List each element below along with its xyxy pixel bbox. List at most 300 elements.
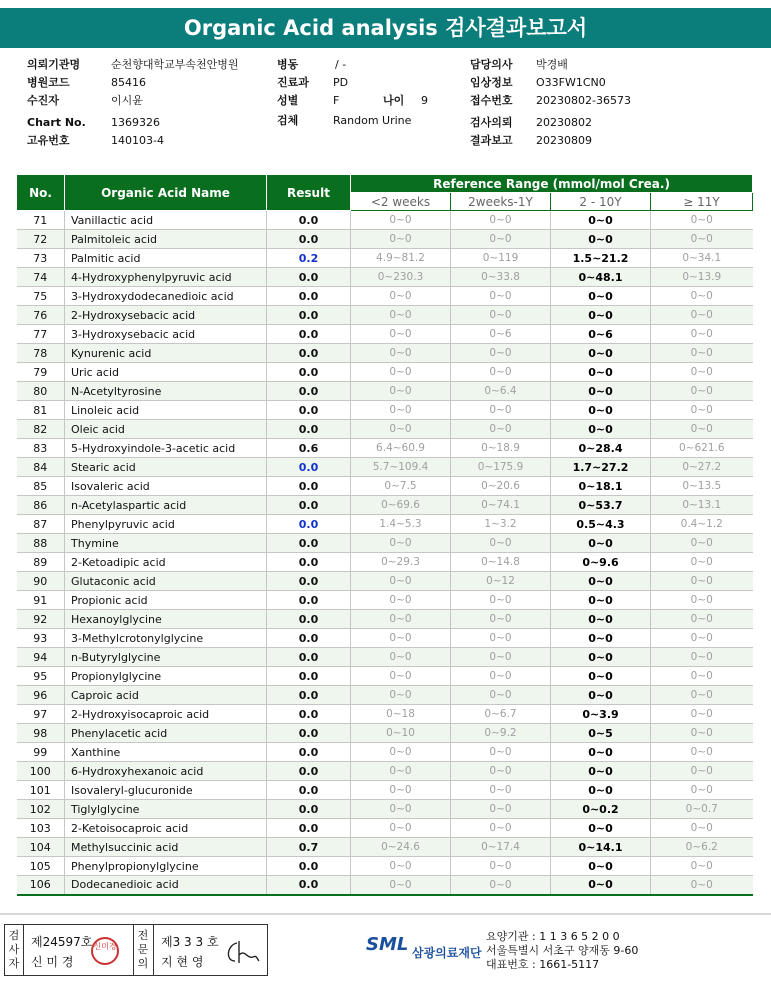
table-row bbox=[17, 857, 753, 876]
result-value: 0.0 bbox=[267, 230, 351, 249]
row-number: 97 bbox=[17, 705, 65, 724]
row-number: 73 bbox=[17, 249, 65, 268]
range-2weeks-1y: 0~0 bbox=[451, 629, 551, 648]
table-row bbox=[17, 325, 753, 344]
acid-name: 3-Hydroxysebacic acid bbox=[65, 325, 267, 344]
range-under-2-weeks: 0~0 bbox=[351, 420, 451, 439]
range-2weeks-1y: 0~0 bbox=[451, 420, 551, 439]
range-2-10y: 0~0 bbox=[551, 629, 651, 648]
logo-mark: SML bbox=[366, 934, 409, 955]
range-11y-plus: 0~0 bbox=[651, 762, 753, 781]
info-label: 병동 bbox=[277, 58, 299, 71]
range-2weeks-1y: 0~0 bbox=[451, 211, 551, 230]
result-value: 0.0 bbox=[267, 819, 351, 838]
result-value: 0.0 bbox=[267, 325, 351, 344]
range-2-10y: 0.5~4.3 bbox=[551, 515, 651, 534]
range-11y-plus: 0~0 bbox=[651, 876, 753, 895]
results-table bbox=[16, 174, 753, 896]
acid-name: Thymine bbox=[65, 534, 267, 553]
acid-name: Propionylglycine bbox=[65, 667, 267, 686]
info-value: PD bbox=[333, 76, 349, 89]
range-2-10y: 0~0 bbox=[551, 591, 651, 610]
doctor-number: 제3 3 3 호 bbox=[161, 935, 219, 949]
range-2weeks-1y: 0~0 bbox=[451, 857, 551, 876]
range-under-2-weeks: 0~0 bbox=[351, 534, 451, 553]
row-number: 92 bbox=[17, 610, 65, 629]
col-header-reference: Reference Range (mmol/mol Crea.) bbox=[351, 175, 753, 193]
row-number: 83 bbox=[17, 439, 65, 458]
row-number: 95 bbox=[17, 667, 65, 686]
acid-name: 2-Hydroxysebacic acid bbox=[65, 306, 267, 325]
range-2weeks-1y: 0~74.1 bbox=[451, 496, 551, 515]
result-value: 0.0 bbox=[267, 876, 351, 895]
range-2weeks-1y: 0~0 bbox=[451, 800, 551, 819]
range-2-10y: 0~0 bbox=[551, 743, 651, 762]
range-11y-plus: 0~0 bbox=[651, 382, 753, 401]
range-2weeks-1y: 0~0 bbox=[451, 344, 551, 363]
info-value: 85416 bbox=[111, 76, 146, 89]
range-under-2-weeks: 0~0 bbox=[351, 629, 451, 648]
range-under-2-weeks: 0~0 bbox=[351, 401, 451, 420]
logo-name: 삼광의료재단 bbox=[412, 946, 482, 960]
range-under-2-weeks: 5.7~109.4 bbox=[351, 458, 451, 477]
range-2-10y: 1.7~27.2 bbox=[551, 458, 651, 477]
range-2-10y: 0~28.4 bbox=[551, 439, 651, 458]
table-row bbox=[17, 458, 753, 477]
range-2weeks-1y: 0~0 bbox=[451, 610, 551, 629]
range-11y-plus: 0~27.2 bbox=[651, 458, 753, 477]
doctor-label: 전문의 bbox=[137, 929, 149, 970]
result-value: 0.0 bbox=[267, 762, 351, 781]
info-label: 접수번호 bbox=[470, 94, 513, 107]
range-under-2-weeks: 4.9~81.2 bbox=[351, 249, 451, 268]
range-11y-plus: 0~0 bbox=[651, 591, 753, 610]
range-2-10y: 0~0 bbox=[551, 420, 651, 439]
signature-box bbox=[4, 924, 268, 976]
info-label: 검체 bbox=[277, 114, 299, 127]
table-row bbox=[17, 762, 753, 781]
range-under-2-weeks: 0~7.5 bbox=[351, 477, 451, 496]
range-11y-plus: 0~0 bbox=[651, 705, 753, 724]
row-number: 84 bbox=[17, 458, 65, 477]
row-number: 99 bbox=[17, 743, 65, 762]
acid-name: Linoleic acid bbox=[65, 401, 267, 420]
range-11y-plus: 0~0 bbox=[651, 230, 753, 249]
range-11y-plus: 0~0 bbox=[651, 572, 753, 591]
acid-name: 6-Hydroxyhexanoic acid bbox=[65, 762, 267, 781]
range-2-10y: 0~0 bbox=[551, 401, 651, 420]
row-number: 87 bbox=[17, 515, 65, 534]
acid-name: Isovaleryl-glucuronide bbox=[65, 781, 267, 800]
info-col-1 bbox=[27, 56, 277, 152]
range-2weeks-1y: 0~17.4 bbox=[451, 838, 551, 857]
acid-name: n-Butyrylglycine bbox=[65, 648, 267, 667]
table-row bbox=[17, 420, 753, 439]
range-2-10y: 0~0 bbox=[551, 610, 651, 629]
row-number: 81 bbox=[17, 401, 65, 420]
acid-name: Dodecanedioic acid bbox=[65, 876, 267, 895]
info-label: Chart No. bbox=[27, 116, 86, 129]
result-value: 0.0 bbox=[267, 496, 351, 515]
range-2-10y: 0~53.7 bbox=[551, 496, 651, 515]
row-number: 91 bbox=[17, 591, 65, 610]
row-number: 77 bbox=[17, 325, 65, 344]
range-2weeks-1y: 0~175.9 bbox=[451, 458, 551, 477]
col-header-result: Result bbox=[267, 175, 351, 211]
row-number: 88 bbox=[17, 534, 65, 553]
table-row bbox=[17, 591, 753, 610]
table-row bbox=[17, 724, 753, 743]
info-value: 20230809 bbox=[536, 134, 592, 147]
range-2-10y: 0~0 bbox=[551, 306, 651, 325]
range-2weeks-1y: 0~0 bbox=[451, 743, 551, 762]
info-label: 의뢰기관명 bbox=[27, 58, 81, 71]
info-label: 검사의뢰 bbox=[470, 116, 513, 129]
info-label: 담당의사 bbox=[470, 58, 513, 71]
range-under-2-weeks: 0~0 bbox=[351, 819, 451, 838]
range-2weeks-1y: 0~9.2 bbox=[451, 724, 551, 743]
acid-name: Palmitoleic acid bbox=[65, 230, 267, 249]
col-header-range: 2weeks-1Y bbox=[451, 193, 551, 211]
row-number: 90 bbox=[17, 572, 65, 591]
row-number: 105 bbox=[17, 857, 65, 876]
col-header-no: No. bbox=[17, 175, 65, 211]
result-value: 0.6 bbox=[267, 439, 351, 458]
range-11y-plus: 0~0 bbox=[651, 610, 753, 629]
result-value: 0.0 bbox=[267, 781, 351, 800]
examiner-seal: 신미경 bbox=[91, 937, 119, 965]
range-2-10y: 0~0 bbox=[551, 686, 651, 705]
range-2weeks-1y: 0~0 bbox=[451, 534, 551, 553]
range-under-2-weeks: 0~0 bbox=[351, 686, 451, 705]
table-row bbox=[17, 496, 753, 515]
range-2weeks-1y: 0~20.6 bbox=[451, 477, 551, 496]
range-2-10y: 0~0 bbox=[551, 857, 651, 876]
footer-divider bbox=[0, 913, 771, 915]
range-2weeks-1y: 0~18.9 bbox=[451, 439, 551, 458]
table-row bbox=[17, 363, 753, 382]
table-row bbox=[17, 211, 753, 230]
row-number: 80 bbox=[17, 382, 65, 401]
col-header-range: <2 weeks bbox=[351, 193, 451, 211]
range-11y-plus: 0~0 bbox=[651, 743, 753, 762]
table-row bbox=[17, 667, 753, 686]
range-2-10y: 0~0 bbox=[551, 534, 651, 553]
table-row bbox=[17, 249, 753, 268]
row-number: 78 bbox=[17, 344, 65, 363]
col-header-range: 2 - 10Y bbox=[551, 193, 651, 211]
acid-name: Phenylpyruvic acid bbox=[65, 515, 267, 534]
row-number: 103 bbox=[17, 819, 65, 838]
range-2weeks-1y: 0~0 bbox=[451, 667, 551, 686]
acid-name: 3-Hydroxydodecanedioic acid bbox=[65, 287, 267, 306]
range-2-10y: 0~0 bbox=[551, 667, 651, 686]
table-row bbox=[17, 572, 753, 591]
info-value: Random Urine bbox=[333, 114, 412, 127]
info-value: 20230802-36573 bbox=[536, 94, 631, 107]
info-value: O33FW1CN0 bbox=[536, 76, 606, 89]
range-11y-plus: 0~6.2 bbox=[651, 838, 753, 857]
divider bbox=[23, 925, 24, 975]
range-2weeks-1y: 0~0 bbox=[451, 762, 551, 781]
range-2-10y: 0~0 bbox=[551, 230, 651, 249]
info-value: 이시윤 bbox=[111, 94, 143, 107]
table-row bbox=[17, 781, 753, 800]
report-title: Organic Acid analysis 검사결과보고서 bbox=[0, 8, 771, 48]
col-header-name: Organic Acid Name bbox=[65, 175, 267, 211]
range-11y-plus: 0~0 bbox=[651, 857, 753, 876]
range-under-2-weeks: 0~0 bbox=[351, 591, 451, 610]
range-11y-plus: 0~0 bbox=[651, 534, 753, 553]
range-2-10y: 0~0 bbox=[551, 344, 651, 363]
acid-name: 2-Ketoisocaproic acid bbox=[65, 819, 267, 838]
result-value: 0.0 bbox=[267, 591, 351, 610]
range-2weeks-1y: 1~3.2 bbox=[451, 515, 551, 534]
range-2weeks-1y: 0~14.8 bbox=[451, 553, 551, 572]
range-2weeks-1y: 0~0 bbox=[451, 363, 551, 382]
range-2weeks-1y: 0~0 bbox=[451, 819, 551, 838]
row-number: 76 bbox=[17, 306, 65, 325]
range-2-10y: 0~0 bbox=[551, 382, 651, 401]
info-value: 20230802 bbox=[536, 116, 592, 129]
result-value: 0.0 bbox=[267, 667, 351, 686]
range-11y-plus: 0~34.1 bbox=[651, 249, 753, 268]
result-value: 0.0 bbox=[267, 800, 351, 819]
acid-name: Hexanoylglycine bbox=[65, 610, 267, 629]
table-row bbox=[17, 230, 753, 249]
range-2weeks-1y: 0~0 bbox=[451, 306, 551, 325]
acid-name: Palmitic acid bbox=[65, 249, 267, 268]
age-value: 9 bbox=[421, 94, 428, 107]
range-11y-plus: 0~13.5 bbox=[651, 477, 753, 496]
range-under-2-weeks: 0~10 bbox=[351, 724, 451, 743]
acid-name: Isovaleric acid bbox=[65, 477, 267, 496]
result-value: 0.0 bbox=[267, 477, 351, 496]
acid-name: Vanillactic acid bbox=[65, 211, 267, 230]
result-value: 0.0 bbox=[267, 534, 351, 553]
range-under-2-weeks: 1.4~5.3 bbox=[351, 515, 451, 534]
result-value: 0.0 bbox=[267, 553, 351, 572]
range-2weeks-1y: 0~0 bbox=[451, 876, 551, 895]
acid-name: 3-Methylcrotonylglycine bbox=[65, 629, 267, 648]
range-11y-plus: 0~0 bbox=[651, 363, 753, 382]
range-under-2-weeks: 0~230.3 bbox=[351, 268, 451, 287]
acid-name: Xanthine bbox=[65, 743, 267, 762]
row-number: 72 bbox=[17, 230, 65, 249]
range-11y-plus: 0~0 bbox=[651, 325, 753, 344]
row-number: 75 bbox=[17, 287, 65, 306]
table-row bbox=[17, 686, 753, 705]
table-row bbox=[17, 306, 753, 325]
info-label: 성별 bbox=[277, 94, 299, 107]
range-under-2-weeks: 0~69.6 bbox=[351, 496, 451, 515]
acid-name: Tiglylglycine bbox=[65, 800, 267, 819]
range-under-2-weeks: 0~0 bbox=[351, 230, 451, 249]
range-11y-plus: 0~0 bbox=[651, 781, 753, 800]
row-number: 104 bbox=[17, 838, 65, 857]
examiner-label: 검사자 bbox=[8, 929, 20, 970]
range-2-10y: 0~3.9 bbox=[551, 705, 651, 724]
examiner-name: 신 미 경 bbox=[31, 955, 74, 969]
range-11y-plus: 0~0 bbox=[651, 819, 753, 838]
range-2-10y: 0~0 bbox=[551, 287, 651, 306]
range-under-2-weeks: 0~0 bbox=[351, 648, 451, 667]
acid-name: Methylsuccinic acid bbox=[65, 838, 267, 857]
divider bbox=[153, 925, 154, 975]
range-2-10y: 0~0 bbox=[551, 819, 651, 838]
result-value: 0.7 bbox=[267, 838, 351, 857]
row-number: 82 bbox=[17, 420, 65, 439]
range-under-2-weeks: 0~0 bbox=[351, 211, 451, 230]
acid-name: Phenylpropionylglycine bbox=[65, 857, 267, 876]
table-row bbox=[17, 401, 753, 420]
acid-name: 2-Hydroxyisocaproic acid bbox=[65, 705, 267, 724]
range-2-10y: 0~14.1 bbox=[551, 838, 651, 857]
info-label: 진료과 bbox=[277, 76, 309, 89]
range-under-2-weeks: 0~0 bbox=[351, 344, 451, 363]
row-number: 98 bbox=[17, 724, 65, 743]
range-11y-plus: 0~0 bbox=[651, 287, 753, 306]
acid-name: 5-Hydroxyindole-3-acetic acid bbox=[65, 439, 267, 458]
row-number: 89 bbox=[17, 553, 65, 572]
table-row bbox=[17, 819, 753, 838]
result-value: 0.0 bbox=[267, 382, 351, 401]
range-2weeks-1y: 0~6.7 bbox=[451, 705, 551, 724]
result-value: 0.0 bbox=[267, 211, 351, 230]
info-col-2 bbox=[277, 56, 457, 152]
acid-name: Kynurenic acid bbox=[65, 344, 267, 363]
range-2-10y: 0~48.1 bbox=[551, 268, 651, 287]
range-2weeks-1y: 0~33.8 bbox=[451, 268, 551, 287]
result-value: 0.0 bbox=[267, 743, 351, 762]
table-row bbox=[17, 876, 753, 895]
result-value: 0.0 bbox=[267, 610, 351, 629]
range-under-2-weeks: 0~0 bbox=[351, 762, 451, 781]
age-label: 나이 bbox=[383, 94, 405, 107]
range-under-2-weeks: 0~0 bbox=[351, 781, 451, 800]
table-row bbox=[17, 648, 753, 667]
row-number: 85 bbox=[17, 477, 65, 496]
result-value: 0.0 bbox=[267, 705, 351, 724]
result-value: 0.0 bbox=[267, 363, 351, 382]
table-row bbox=[17, 515, 753, 534]
range-2-10y: 0~0.2 bbox=[551, 800, 651, 819]
info-label: 결과보고 bbox=[470, 134, 513, 147]
range-2weeks-1y: 0~0 bbox=[451, 686, 551, 705]
acid-name: Propionic acid bbox=[65, 591, 267, 610]
range-11y-plus: 0.4~1.2 bbox=[651, 515, 753, 534]
range-under-2-weeks: 6.4~60.9 bbox=[351, 439, 451, 458]
range-2-10y: 0~0 bbox=[551, 762, 651, 781]
result-value: 0.0 bbox=[267, 572, 351, 591]
range-2-10y: 0~0 bbox=[551, 876, 651, 895]
result-value: 0.0 bbox=[267, 724, 351, 743]
range-2weeks-1y: 0~0 bbox=[451, 781, 551, 800]
table-row bbox=[17, 838, 753, 857]
info-value: / - bbox=[335, 58, 347, 71]
acid-name: 2-Ketoadipic acid bbox=[65, 553, 267, 572]
range-under-2-weeks: 0~0 bbox=[351, 325, 451, 344]
range-under-2-weeks: 0~0 bbox=[351, 572, 451, 591]
range-11y-plus: 0~0 bbox=[651, 667, 753, 686]
info-col-3 bbox=[470, 56, 690, 152]
result-value: 0.0 bbox=[267, 686, 351, 705]
range-11y-plus: 0~0 bbox=[651, 553, 753, 572]
range-2-10y: 1.5~21.2 bbox=[551, 249, 651, 268]
range-2weeks-1y: 0~119 bbox=[451, 249, 551, 268]
range-11y-plus: 0~0 bbox=[651, 686, 753, 705]
range-2weeks-1y: 0~12 bbox=[451, 572, 551, 591]
range-2-10y: 0~9.6 bbox=[551, 553, 651, 572]
range-11y-plus: 0~0.7 bbox=[651, 800, 753, 819]
range-11y-plus: 0~0 bbox=[651, 648, 753, 667]
info-value: 140103-4 bbox=[111, 134, 164, 147]
info-label: 수진자 bbox=[27, 94, 59, 107]
acid-name: Stearic acid bbox=[65, 458, 267, 477]
range-under-2-weeks: 0~0 bbox=[351, 667, 451, 686]
range-2-10y: 0~0 bbox=[551, 648, 651, 667]
result-value: 0.0 bbox=[267, 629, 351, 648]
result-value: 0.0 bbox=[267, 401, 351, 420]
table-row bbox=[17, 534, 753, 553]
range-2weeks-1y: 0~6.4 bbox=[451, 382, 551, 401]
address-line: 대표번호 : 1661-5117 bbox=[486, 958, 600, 971]
info-label: 고유번호 bbox=[27, 134, 70, 147]
acid-name: Phenylacetic acid bbox=[65, 724, 267, 743]
signature-icon bbox=[223, 937, 261, 967]
acid-name: 4-Hydroxyphenylpyruvic acid bbox=[65, 268, 267, 287]
range-2-10y: 0~0 bbox=[551, 211, 651, 230]
range-2-10y: 0~0 bbox=[551, 572, 651, 591]
result-value: 0.0 bbox=[267, 344, 351, 363]
info-label: 병원코드 bbox=[27, 76, 70, 89]
row-number: 102 bbox=[17, 800, 65, 819]
table-row bbox=[17, 553, 753, 572]
results-body bbox=[17, 211, 753, 895]
divider bbox=[133, 925, 134, 975]
range-11y-plus: 0~0 bbox=[651, 401, 753, 420]
range-11y-plus: 0~0 bbox=[651, 306, 753, 325]
results-table-wrapper bbox=[16, 174, 752, 896]
acid-name: Caproic acid bbox=[65, 686, 267, 705]
range-under-2-weeks: 0~0 bbox=[351, 287, 451, 306]
row-number: 71 bbox=[17, 211, 65, 230]
info-label: 임상정보 bbox=[470, 76, 513, 89]
range-under-2-weeks: 0~0 bbox=[351, 306, 451, 325]
info-value: 순천향대학교부속천안병원 bbox=[111, 58, 239, 71]
info-value: F bbox=[333, 94, 340, 107]
range-2-10y: 0~0 bbox=[551, 781, 651, 800]
info-value: 박경배 bbox=[536, 58, 568, 71]
result-value: 0.0 bbox=[267, 515, 351, 534]
result-value: 0.0 bbox=[267, 648, 351, 667]
row-number: 100 bbox=[17, 762, 65, 781]
result-value: 0.0 bbox=[267, 458, 351, 477]
result-value: 0.2 bbox=[267, 249, 351, 268]
examiner-number: 제24597호 bbox=[31, 935, 93, 949]
acid-name: Glutaconic acid bbox=[65, 572, 267, 591]
result-value: 0.0 bbox=[267, 857, 351, 876]
table-row bbox=[17, 705, 753, 724]
address-line: 서울특별시 서초구 양재동 9-60 bbox=[486, 944, 639, 957]
table-row bbox=[17, 629, 753, 648]
table-row bbox=[17, 800, 753, 819]
table-row bbox=[17, 344, 753, 363]
acid-name: Oleic acid bbox=[65, 420, 267, 439]
range-under-2-weeks: 0~24.6 bbox=[351, 838, 451, 857]
range-11y-plus: 0~0 bbox=[651, 724, 753, 743]
range-under-2-weeks: 0~18 bbox=[351, 705, 451, 724]
